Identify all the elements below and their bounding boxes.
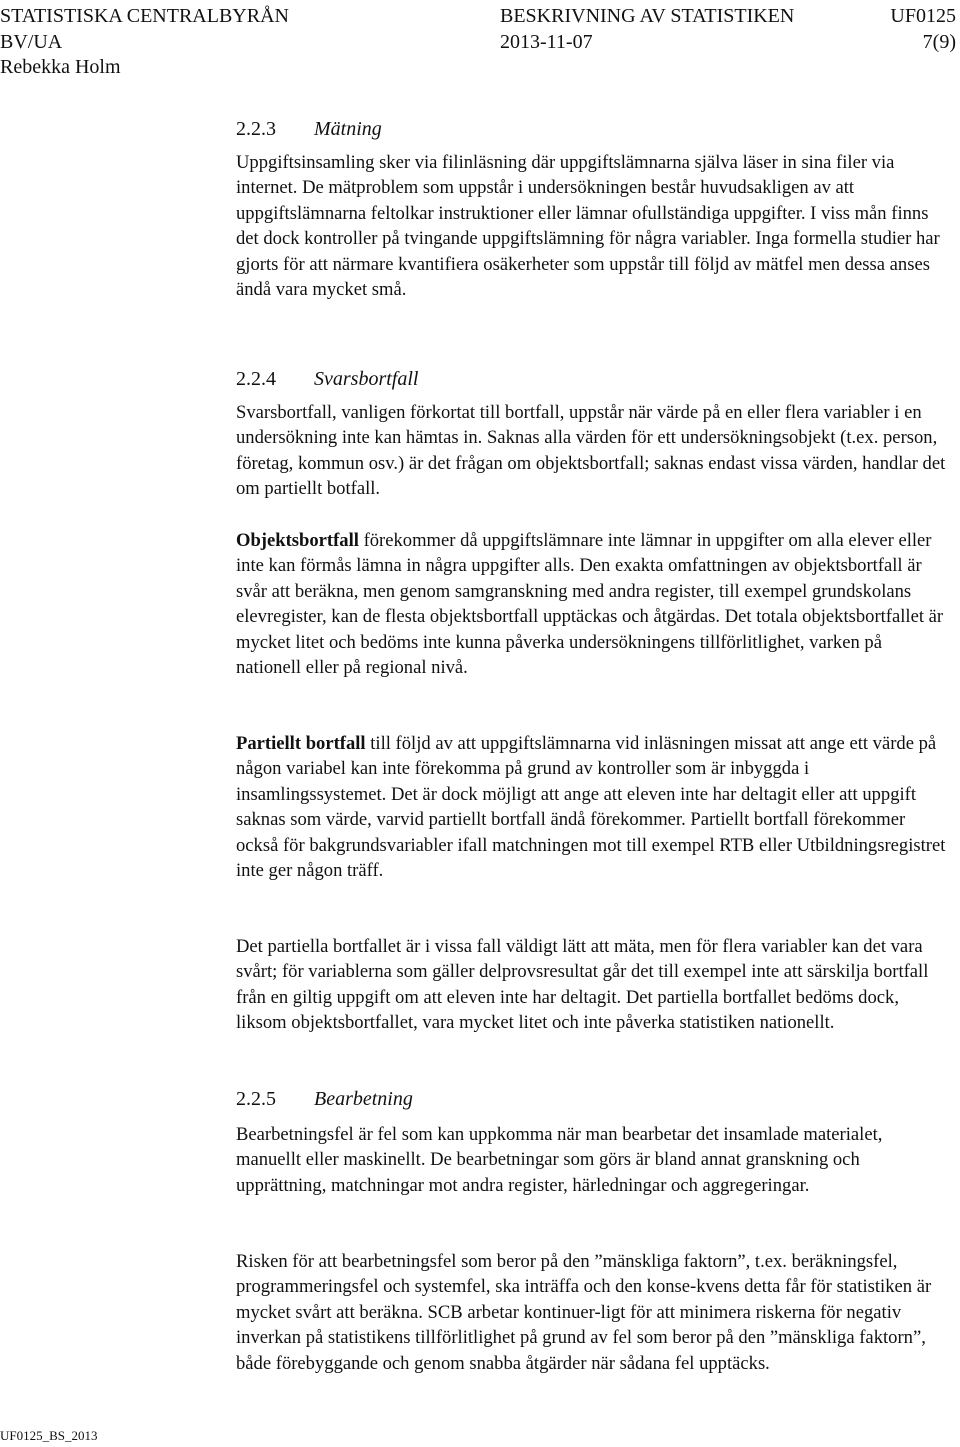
term-objektsbortfall: Objektsbortfall (236, 530, 359, 551)
section-number: 2.2.5 (236, 1088, 276, 1110)
header-date: 2013-11-07 (500, 31, 593, 53)
paragraph-svarsbortfall-1: Svarsbortfall, vanligen förkortat till bortfall, uppstår när värde på en eller flera variabler i en undersökning inte kan hämtas in. Saknas alla värden för ett undersökningsobjekt (t.ex. person, företag, kommun osv.) är det frågan om objektsbortfall; saknas endast vissa värden, handlar det om partiellt botfall. (236, 402, 946, 500)
header-dept: BV/UA (0, 31, 63, 53)
section-title: Mätning (314, 118, 382, 140)
paragraph-partiellt-bortfall (236, 731, 950, 883)
paragraph-bearbetning-1: Bearbetningsfel är fel som kan uppkomma när man bearbetar det insamlade materialet, manuellt eller maskinellt. De bearbetningar som görs är bland annat granskning och upprättning, matchningar mot andra register, härledningar och aggregeringar. (236, 1124, 883, 1196)
header-page-number: 7(9) (922, 31, 956, 53)
paragraph-text: förekommer då uppgiftslämnare inte lämnar in uppgifter om alla elever eller inte kan förmås lämna in några uppgifter alls. Den exakta omfattningen av objektsbortfall är svår att beräkna, men genom samgranskning med andra register, till exempel grundskolans elevregister, kan de flesta objektsbortfall upptäckas och åtgärdas. Det totala objektsbortfallet är mycket litet och bedöms inte kunna påverka undersökningens tillförlitlighet, varken på nationell eller på regional nivå. (236, 530, 944, 679)
section-heading-bearbetning (236, 1087, 413, 1111)
header-doc-type: BESKRIVNING AV STATISTIKEN (500, 5, 795, 27)
header-org: STATISTISKA CENTRALBYRÅN (0, 5, 289, 27)
section-title: Bearbetning (314, 1088, 413, 1110)
section-heading-matning (236, 117, 382, 141)
paragraph-bearbetning-2: Risken för att bearbetningsfel som beror på den ”mänskliga faktorn”, t.ex. beräkningsfel, programmeringsfel och systemfel, ska inträffa och den konse-kvens detta får för statistiken är mycket svårt att beräkna. SCB arbetar kontinuer-ligt för att minimera riskerna för negativ inverkan på statistikens tillförlitlighet på grund av fel som beror på den ”mänskliga faktorn”, både förebyggande och genom snabba åtgärder när sådana fel upptäcks. (236, 1251, 932, 1374)
section-heading-svarsbortfall (236, 367, 418, 391)
paragraph-objektsbortfall (236, 528, 950, 680)
section-title: Svarsbortfall (314, 368, 419, 390)
section-number: 2.2.4 (236, 368, 276, 390)
paragraph-svarsbortfall-4: Det partiella bortfallet är i vissa fall väldigt lätt att mäta, men för flera variabler kan det vara svårt; för variablerna som gäller delprovsresultat går det till exempel inte att särskilja bortfall från en giltig uppgift om att eleven inte har deltagit. Det partiella bortfallet bedöms dock, liksom objektsbortfallet, vara mycket litet och inte påverka statistiken nationellt. (236, 936, 929, 1034)
term-partiellt-bortfall: Partiellt bortfall (236, 733, 366, 754)
paragraph-text: till följd av att uppgiftslämnarna vid inläsningen missat att ange ett värde på någon variabel kan inte förekomma på grund av kontroller som är inbyggda i insamlingssystemet. Det är dock möjligt att ange att eleven inte har deltagit eller att uppgift saknas som värde, varvid partiellt bortfall ändå förekommer. Partiellt bortfall förekommer också för bakgrundsvariabler ifall matchningen mot till exempel RTB eller Utbildningsregistret inte ger någon träff. (236, 733, 946, 882)
paragraph-matning-1: Uppgiftsinsamling sker via filinläsning där uppgiftslämnarna själva läser in sina filer via internet. De mätproblem som uppstår i undersökningen består huvudsakligen av att uppgiftslämnarna feltolkar instruktioner eller lämnar ofullständiga uppgifter. I viss mån finns det dock kontroller på tvingande uppgiftslämning för några variabler. Inga formella studier har gjorts för att närmare kvantifiera osäkerheter som uppstår till följd av mätfel men dessa anses ändå vara mycket små. (236, 152, 940, 301)
header-code: UF0125 (890, 5, 956, 27)
header-author: Rebekka Holm (0, 56, 121, 78)
footer-code: UF0125_BS_2013 (0, 1428, 98, 1443)
section-number: 2.2.3 (236, 118, 276, 140)
